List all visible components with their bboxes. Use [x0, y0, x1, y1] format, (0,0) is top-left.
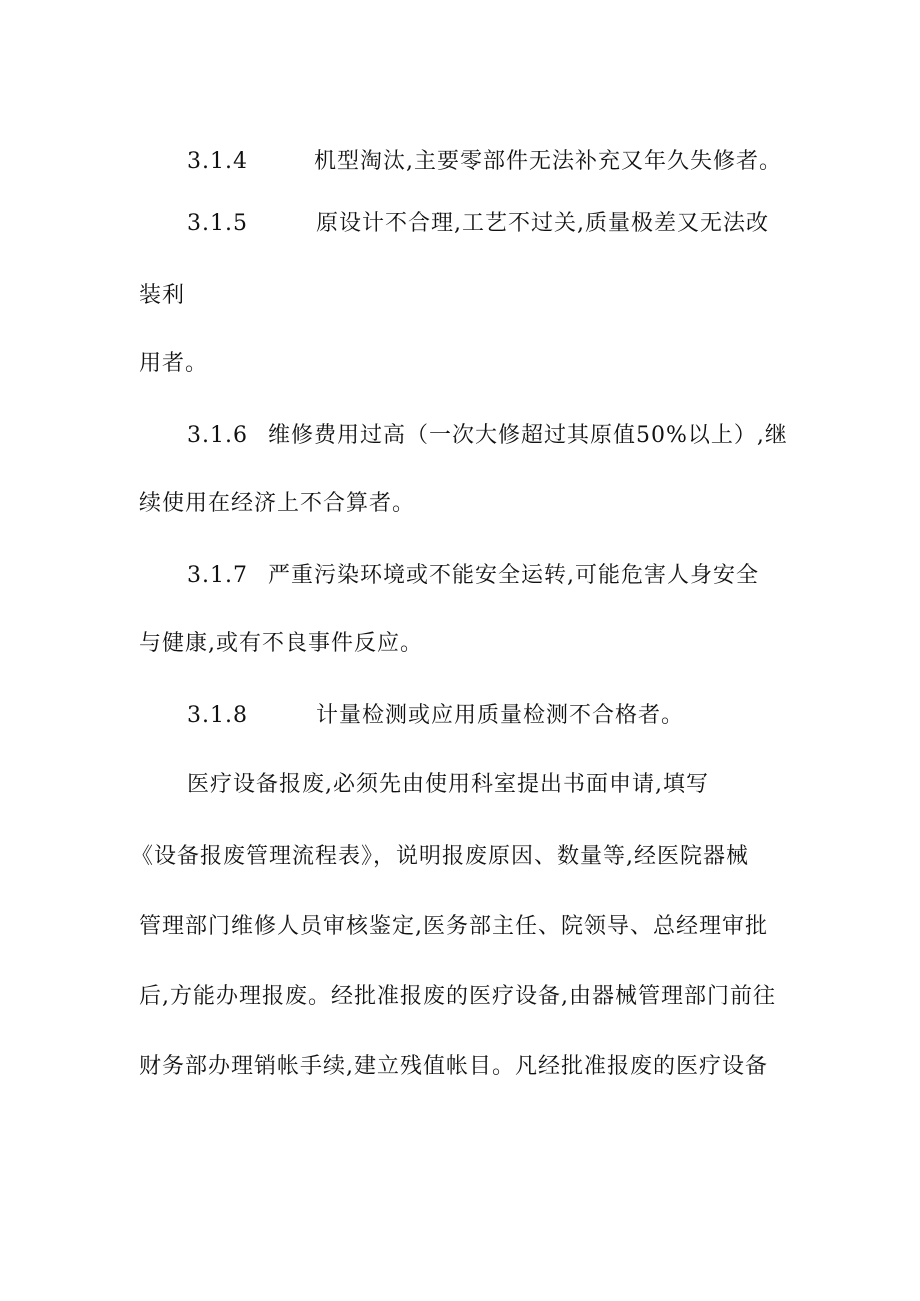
paragraph-line-5: 财务部办理销帐手续,建立残值帐目。凡经批准报废的医疗设备 — [139, 1054, 768, 1079]
clause-3-1-7-continuation: 与健康,或有不良事件反应。 — [139, 631, 423, 656]
clause-3-1-6-text: 维修费用过高（一次大修超过其原值50%以上）,继 — [268, 423, 788, 448]
paragraph-line-1: 医疗设备报废,必须先由使用科室提出书面申请,填写 — [187, 772, 709, 797]
clause-3-1-4-text: 机型淘汰,主要零部件无法补充又年久失修者。 — [314, 149, 782, 174]
clause-3-1-5-text: 原设计不合理,工艺不过关,质量极差又无法改 — [316, 211, 769, 236]
clause-3-1-7-text: 严重污染环境或不能安全运转,可能危害人身安全 — [268, 563, 759, 588]
clause-3-1-4-number: 3.1.4 — [187, 149, 248, 174]
clause-3-1-6-number: 3.1.6 — [187, 423, 248, 448]
paragraph-line-4: 后,方能办理报废。经批准报废的医疗设备,由器械管理部门前往 — [139, 984, 776, 1009]
paragraph-line-2: 《设备报废管理流程表》，说明报废原因、数量等,经医院器械 — [131, 844, 749, 869]
clause-3-1-8-number: 3.1.8 — [187, 703, 248, 728]
clause-3-1-8-text: 计量检测或应用质量检测不合格者。 — [316, 703, 685, 728]
clause-3-1-5-number: 3.1.5 — [187, 211, 248, 236]
paragraph-line-3: 管理部门维修人员审核鉴定,医务部主任、院领导、总经理审批 — [139, 914, 768, 939]
clause-3-1-5-continuation-2: 用者。 — [139, 351, 209, 376]
clause-3-1-7-number: 3.1.7 — [187, 563, 248, 588]
clause-3-1-6-continuation: 续使用在经济上不合算者。 — [139, 491, 416, 516]
clause-3-1-5-continuation: 装利 — [139, 283, 186, 308]
